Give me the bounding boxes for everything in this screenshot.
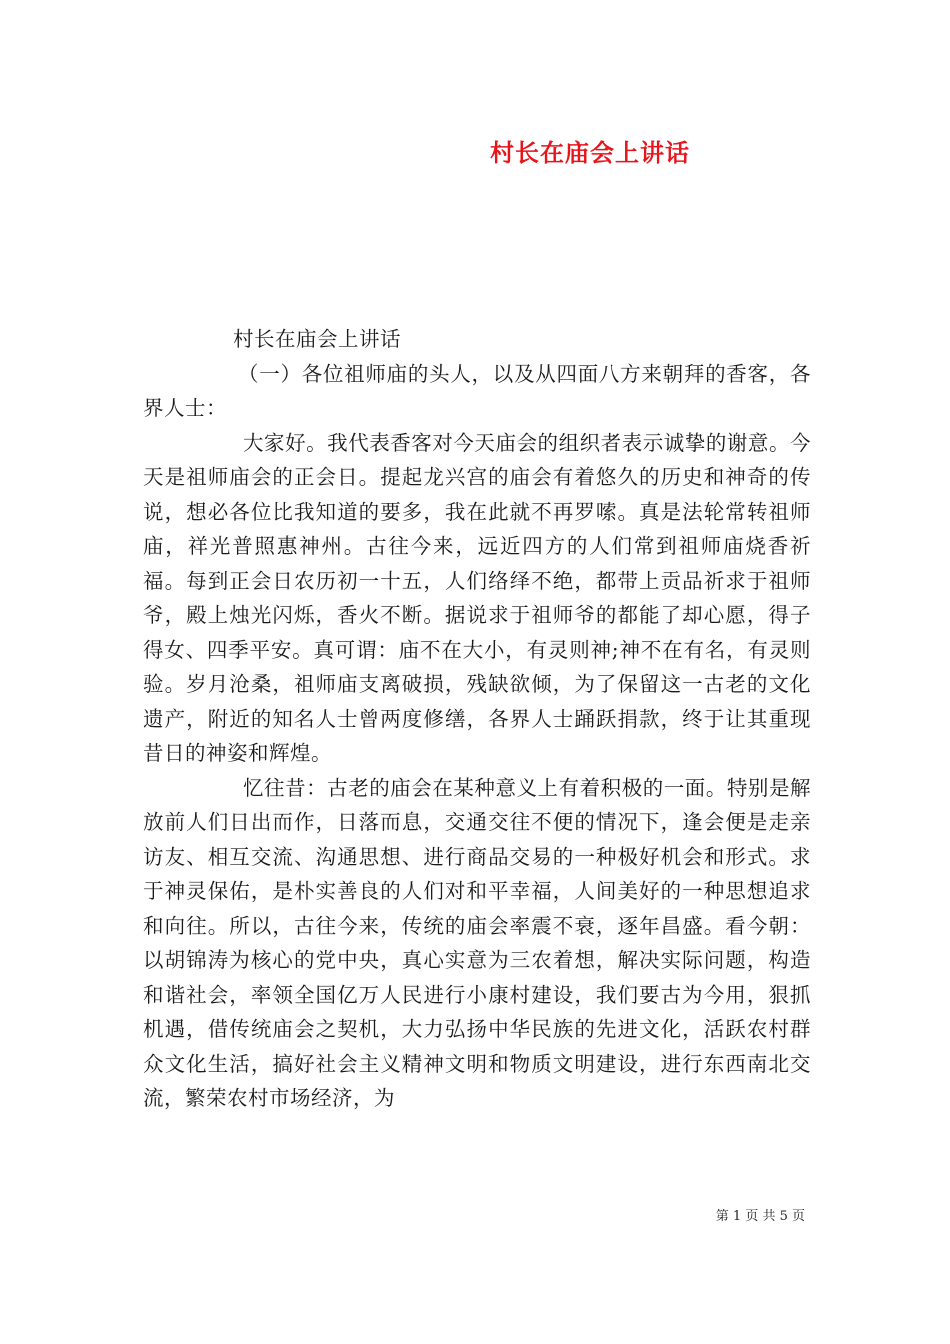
body-paragraph-history: 忆往昔：古老的庙会在某种意义上有着积极的一面。特别是解放前人们日出而作，日落而息，交通交往不便的情况下，逢会便是走亲访友、相互交流、沟通思想、进行商品交易的一种极好机会和形式。求于神灵保佑，是朴实善良的人们对和平幸福，人间美好的一种思想追求和向往。所以，古往今来，传统的庙会率震不衰，逐年昌盛。看今朝：以胡锦涛为核心的党中央，真心实意为三农着想，解决实际问题，构造和谐社会，率领全国亿万人民进行小康村建设，我们要古为今用，狠抓机遇，借传统庙会之契机，大力弘扬中华民族的先进文化，活跃农村群众文化生活，搞好社会主义精神文明和物质文明建设，进行东西南北交流，繁荣农村市场经济，为: [143, 775, 811, 1110]
page-number-footer: 第 1 页 共 5 页: [715, 1209, 805, 1224]
page-title: 村长在庙会上讲话: [490, 138, 690, 167]
document-body: [143, 322, 811, 1116]
salutation-paragraph: （一）各位祖师庙的头人，以及从四面八方来朝拜的香客，各界人士：: [143, 361, 811, 420]
body-paragraph-greeting: 大家好。我代表香客对今天庙会的组织者表示诚挚的谢意。今天是祖师庙会的正会日。提起龙兴宫的庙会有着悠久的历史和神奇的传说，想必各位比我知道的要多，我在此就不再罗嗦。真是法轮常转祖师庙，祥光普照惠神州。古往今来，远近四方的人们常到祖师庙烧香祈福。每到正会日农历初一十五，人们络绎不绝，都带上贡品祈求于祖师爷，殿上烛光闪烁，香火不断。据说求于祖师爷的都能了却心愿，得子得女、四季平安。真可谓：庙不在大小，有灵则神;神不在有名，有灵则验。岁月沧桑，祖师庙支离破损，残缺欲倾，为了保留这一古老的文化遗产，附近的知名人士曾两度修缮，各界人士踊跃捐款，终于让其重现昔日的神姿和辉煌。: [143, 430, 811, 765]
body-heading: 村长在庙会上讲话: [233, 327, 401, 351]
